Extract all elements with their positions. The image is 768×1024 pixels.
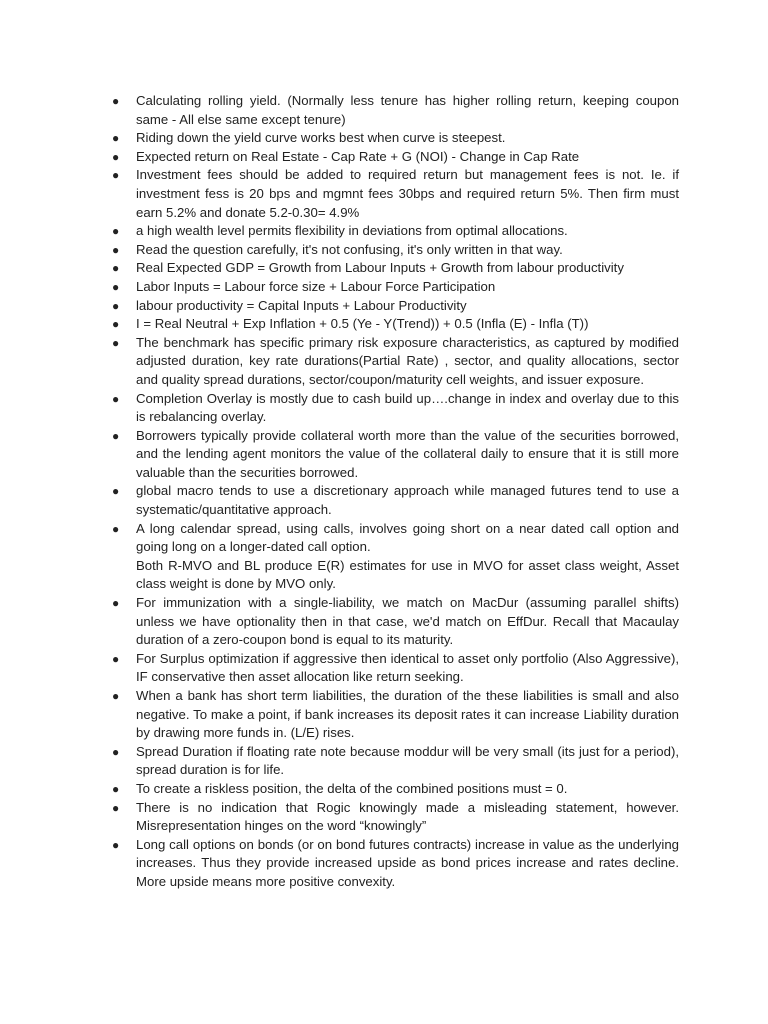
list-item-text: A long calendar spread, using calls, involves going short on a near dated call option and going long on a longer-dated call option.	[136, 520, 679, 555]
list-item-text: Investment fees should be added to required return but management fees is not. Ie. if investment fess is 20 bps and mgmnt fees 30bps and required return 5%. Then firm must earn 5.2% and donate 5.2-0.30= 4.9%	[136, 167, 679, 220]
bullet-icon: ●	[112, 279, 120, 294]
list-item	[110, 482, 679, 519]
bullet-icon: ●	[112, 744, 120, 759]
list-item	[110, 315, 679, 334]
list-item	[110, 259, 679, 278]
bullet-icon: ●	[112, 428, 120, 443]
list-item	[110, 241, 679, 260]
list-item	[110, 520, 679, 594]
list-item-text: To create a riskless position, the delta of the combined positions must = 0.	[136, 780, 568, 796]
list-item-text: I = Real Neutral + Exp Inflation + 0.5 (Ye - Y(Trend)) + 0.5 (Infla (E) - Infla (T))	[136, 316, 589, 332]
bullet-icon: ●	[112, 391, 120, 406]
list-item-text: labour productivity = Capital Inputs + Labour Productivity	[136, 297, 467, 313]
list-item	[110, 390, 679, 427]
bullet-icon: ●	[112, 94, 120, 108]
list-item-text: Real Expected GDP = Growth from Labour Inputs + Growth from labour productivity	[136, 260, 624, 276]
bullet-icon: ●	[112, 596, 120, 611]
list-item	[110, 743, 679, 780]
bullet-icon: ●	[112, 261, 120, 276]
list-item-text: Riding down the yield curve works best when curve is steepest.	[136, 130, 506, 146]
list-item-text: Read the question carefully, it's not confusing, it's only written in that way.	[136, 241, 563, 257]
list-item	[110, 836, 679, 892]
list-item-text: The benchmark has specific primary risk exposure characteristics, as captured by modified adjusted duration, key rate durations(Partial Rate) , sector, and quality allocations, sector and quality spread durations, sector/coupon/maturity cell weights, and issuer exposure.	[136, 334, 679, 387]
list-item	[110, 780, 679, 799]
list-item-text: Completion Overlay is mostly due to cash build up….change in index and overlay due to this is rebalancing overlay.	[136, 390, 679, 425]
list-item	[110, 129, 679, 148]
list-item	[110, 166, 679, 222]
bullet-icon: ●	[112, 131, 120, 146]
bullet-list	[110, 92, 679, 892]
list-item-text: There is no indication that Rogic knowingly made a misleading statement, however. Misrepresentation hinges on the word “knowingly”	[136, 799, 679, 834]
bullet-icon: ●	[112, 689, 120, 703]
list-item	[110, 650, 679, 687]
list-item-text: Long call options on bonds (or on bond futures contracts) increase in value as the underlying increases. Thus they provide increased upside as bond prices increase and rates decline. More upside means more positive convexity.	[136, 836, 679, 889]
bullet-icon: ●	[112, 651, 120, 666]
bullet-icon: ●	[112, 484, 120, 499]
list-item-text: For immunization with a single-liability, we match on MacDur (assuming parallel shifts) unless we have optionality then in that case, we'd match on EffDur. Recall that Macaulay duration of a zero-coupon bond is equal to its maturity.	[136, 595, 679, 648]
list-item-text: Expected return on Real Estate - Cap Rate + G (NOI) - Change in Cap Rate	[136, 148, 580, 164]
bullet-icon: ●	[112, 168, 120, 183]
list-item-text: Spread Duration if floating rate note because moddur will be very small (its just for a period), spread duration is for life.	[136, 743, 679, 778]
list-item-text: Borrowers typically provide collateral worth more than the value of the securities borrowed, and the lending agent monitors the value of the collateral daily to ensure that it is still more valuable than the securities borrowed.	[136, 427, 679, 480]
list-item-text: Both R-MVO and BL produce E(R) estimates for use in MVO for asset class weight, Asset class weight is done by MVO only.	[136, 557, 679, 592]
list-item	[110, 278, 679, 297]
list-item	[110, 222, 679, 241]
list-item-text: a high wealth level permits flexibility in deviations from optimal allocations.	[136, 223, 568, 239]
bullet-icon: ●	[112, 335, 120, 350]
list-item	[110, 594, 679, 650]
bullet-icon: ●	[112, 781, 120, 796]
list-item	[110, 687, 679, 743]
list-item-text: For Surplus optimization if aggressive then identical to asset only portfolio (Also Aggressive), IF conservative then asset allocation like return seeking.	[136, 650, 679, 685]
bullet-icon: ●	[112, 298, 120, 313]
list-item-text: When a bank has short term liabilities, the duration of the these liabilities is small and also negative. To make a point, if bank increases its deposit rates it can increase Liability duration by drawing more funds in. (L/E) rises.	[136, 688, 679, 741]
bullet-icon: ●	[112, 317, 120, 332]
bullet-icon: ●	[112, 521, 120, 536]
bullet-icon: ●	[112, 242, 120, 257]
bullet-icon: ●	[112, 224, 120, 239]
list-item-text: Calculating rolling yield. (Normally less tenure has higher rolling return, keeping coupon same - All else same except tenure)	[136, 93, 679, 127]
list-item	[110, 334, 679, 390]
list-item-text: global macro tends to use a discretionary approach while managed futures tend to use a systematic/quantitative approach.	[136, 483, 679, 518]
list-item	[110, 148, 679, 167]
list-item	[110, 799, 679, 836]
bullet-icon: ●	[112, 149, 120, 164]
list-item	[110, 427, 679, 483]
bullet-icon: ●	[112, 837, 120, 852]
list-item	[110, 92, 679, 129]
list-item	[110, 297, 679, 316]
bullet-icon: ●	[112, 800, 120, 815]
list-item-text: Labor Inputs = Labour force size + Labour Force Participation	[136, 278, 496, 294]
